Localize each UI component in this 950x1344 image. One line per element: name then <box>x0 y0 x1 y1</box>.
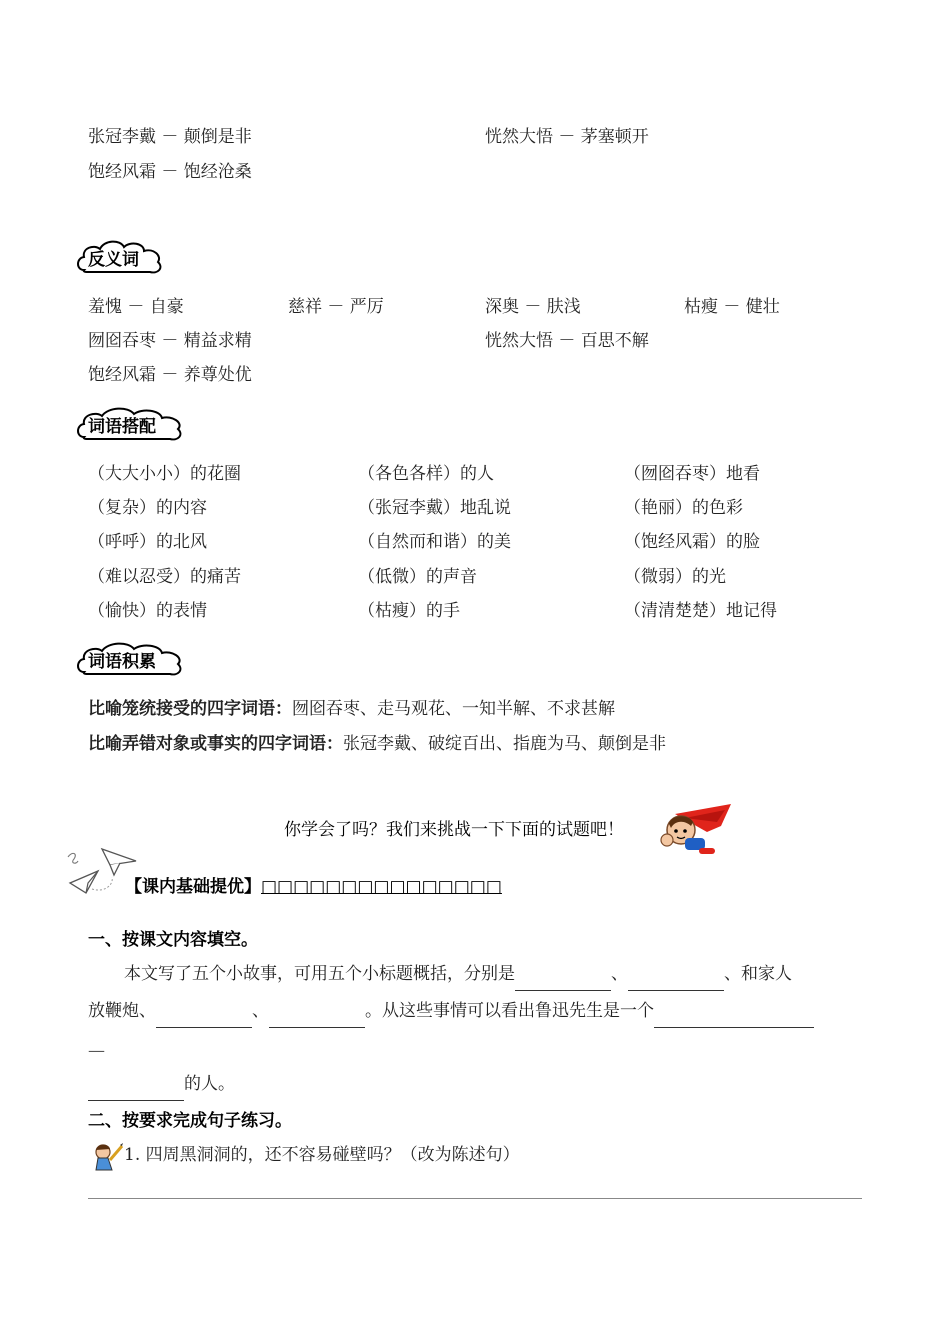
collocations-heading: 词语搭配 <box>88 417 156 437</box>
answer-blank[interactable] <box>654 1007 814 1028</box>
collocation-item: （低微）的声音 <box>358 567 477 587</box>
answer-blank[interactable] <box>269 1007 365 1028</box>
answer-blank[interactable] <box>156 1007 252 1028</box>
collocation-item: （难以忍受）的痛苦 <box>88 567 241 587</box>
collocation-item: （各色各样）的人 <box>358 464 494 484</box>
section-title-bracket: 【课内基础提优】 <box>125 877 261 897</box>
antonyms-heading: 反义词 <box>88 250 139 270</box>
challenge-text: 你学会了吗？我们来挑战一下下面的试题吧！ <box>284 820 624 840</box>
accumulation-line <box>88 727 666 761</box>
answer-blank[interactable] <box>515 970 611 991</box>
question-title: 一、按课文内容填空。 <box>88 930 258 950</box>
q1-line2 <box>88 994 814 1028</box>
antonym-item: 囫囵吞枣 － 精益求精 <box>88 331 252 351</box>
q1-line3 <box>88 1067 235 1101</box>
antonym-item: 枯瘦 － 健壮 <box>684 297 780 317</box>
antonym-item: 羞愧 － 自豪 <box>88 297 184 317</box>
accumulation-text: 囫囵吞枣、走马观花、一知半解、不求甚解 <box>292 699 615 719</box>
superhero-icon <box>655 800 735 862</box>
answer-blank[interactable] <box>88 1080 184 1101</box>
q1-line1 <box>124 957 792 991</box>
pair-line: 张冠李戴 － 颠倒是非 <box>88 127 252 147</box>
accumulation-label: 比喻弄错对象或事实的四字词语： <box>88 734 343 754</box>
q1-text: 放鞭炮、 <box>88 1001 156 1021</box>
q1-dash: — <box>88 1041 105 1061</box>
collocation-item: （清清楚楚）地记得 <box>624 601 777 621</box>
collocation-item: （微弱）的光 <box>624 567 726 587</box>
pair-line: 恍然大悟 － 茅塞顿开 <box>485 127 649 147</box>
q1-text: 本文写了五个小故事，可用五个小标题概括，分别是 <box>124 964 515 984</box>
q1-text: 、和家人 <box>724 964 792 984</box>
q1-text: 的人。 <box>184 1074 235 1094</box>
antonym-item: 饱经风霜 － 养尊处优 <box>88 365 252 385</box>
section-title-underlined: □□□□□□□□□□□□□□□ <box>261 877 502 897</box>
q1-sep: 、 <box>252 1001 269 1021</box>
pencil-kid-icon <box>90 1140 124 1174</box>
collocation-item: （囫囵吞枣）地看 <box>624 464 760 484</box>
accumulation-text: 张冠李戴、破绽百出、指鹿为马、颠倒是非 <box>343 734 666 754</box>
accumulation-label: 比喻笼统接受的四字词语： <box>88 699 292 719</box>
accumulation-heading: 词语积累 <box>88 652 156 672</box>
collocation-item: （艳丽）的色彩 <box>624 498 743 518</box>
collocation-item: （枯瘦）的手 <box>358 601 460 621</box>
collocation-item: （张冠李戴）地乱说 <box>358 498 511 518</box>
question-title: 二、按要求完成句子练习。 <box>88 1111 292 1131</box>
collocation-item: （复杂）的内容 <box>88 498 207 518</box>
accumulation-line <box>88 692 615 726</box>
pair-line: 饱经风霜 － 饱经沧桑 <box>88 162 252 182</box>
collocation-item: （大大小小）的花圈 <box>88 464 241 484</box>
collocation-item: （愉快）的表情 <box>88 601 207 621</box>
collocation-item: （呼呼）的北风 <box>88 532 207 552</box>
antonym-item: 深奥 － 肤浅 <box>485 297 581 317</box>
q1-text: 。从这些事情可以看出鲁迅先生是一个 <box>365 1001 654 1021</box>
answer-line[interactable] <box>88 1198 862 1199</box>
answer-blank[interactable] <box>628 970 724 991</box>
q1-sep: 、 <box>611 964 628 984</box>
question-item: 1. 四周黑洞洞的，还不容易碰壁吗？（改为陈述句） <box>124 1145 520 1165</box>
collocation-item: （自然而和谐）的美 <box>358 532 511 552</box>
collocation-item: （饱经风霜）的脸 <box>624 532 760 552</box>
antonym-item: 慈祥 － 严厉 <box>288 297 384 317</box>
antonym-item: 恍然大悟 － 百思不解 <box>485 331 649 351</box>
section-title <box>125 873 502 901</box>
